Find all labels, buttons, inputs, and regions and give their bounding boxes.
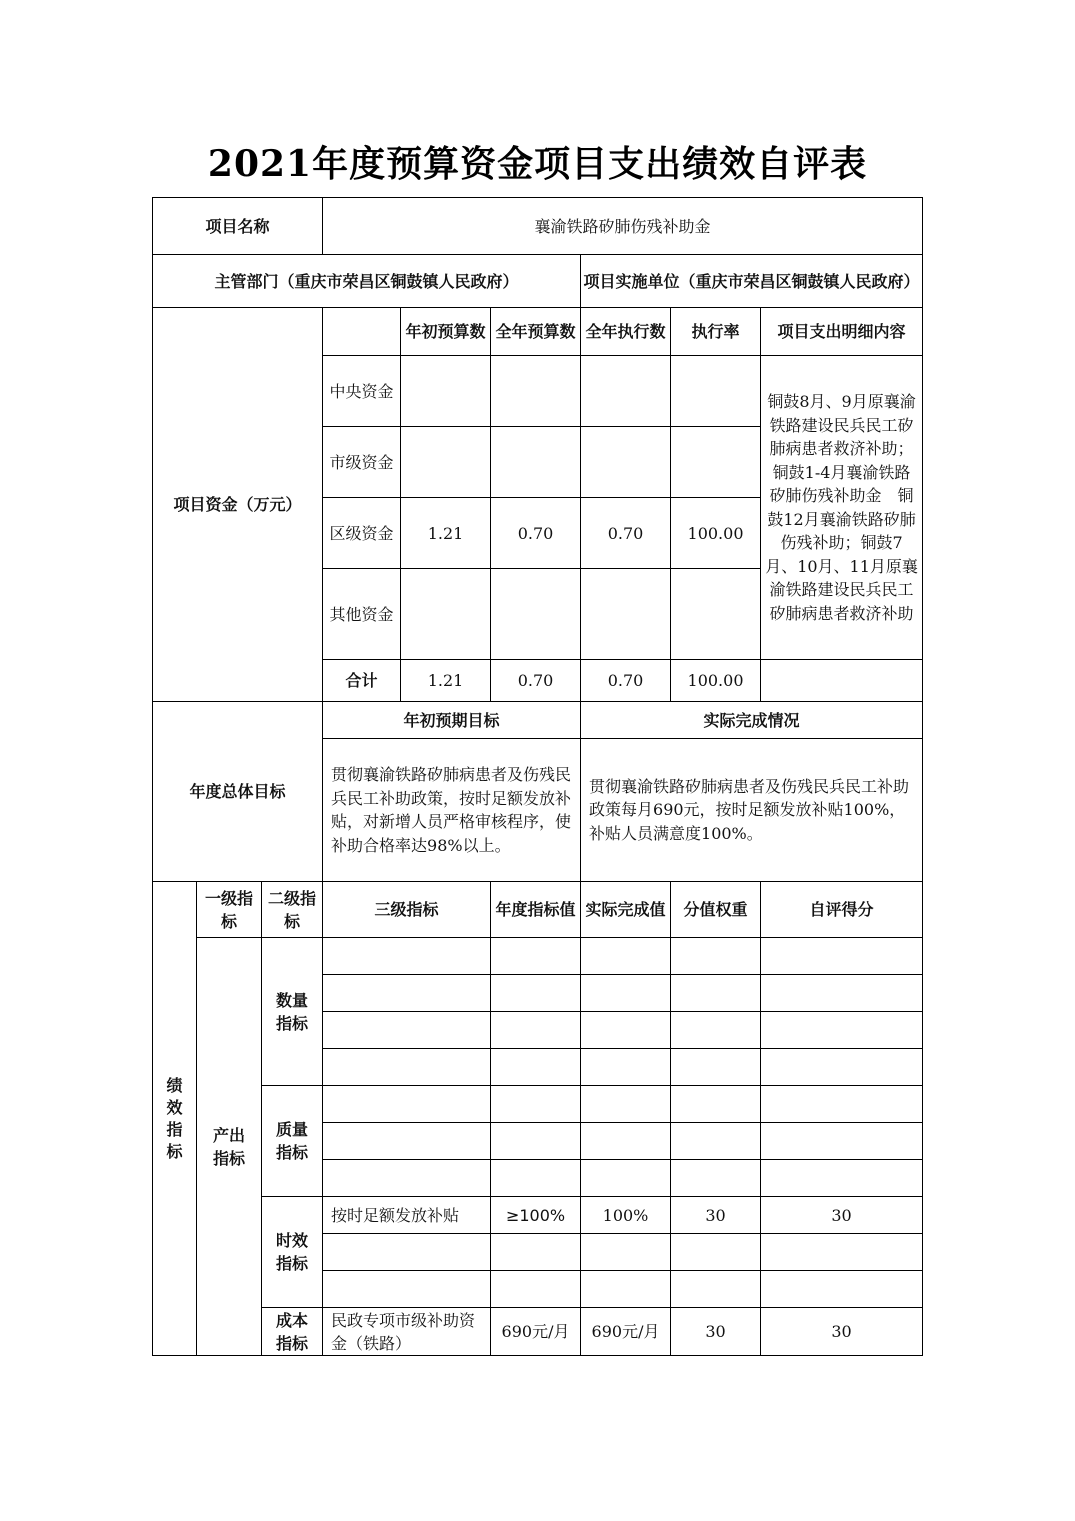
ind-header-weight: 分值权重 xyxy=(671,882,761,938)
fund-row-name: 其他资金 xyxy=(323,569,401,660)
ind-cell xyxy=(323,975,491,1012)
ind-cell xyxy=(761,1086,923,1123)
fund-row-executed xyxy=(581,569,671,660)
ind-cell xyxy=(323,1086,491,1123)
fund-detail: 铜鼓8月、9月原襄渝铁路建设民兵民工矽肺病患者救济补助；铜鼓1-4月襄渝铁路矽肺伤残补助金 铜鼓12月襄渝铁路矽肺伤残补助；铜鼓7月、10月、11月原襄渝铁路建设民兵民工矽肺病患者救济补助 xyxy=(761,356,923,660)
performance-table xyxy=(152,197,923,1356)
ind-cell xyxy=(671,1234,761,1271)
ind-cell xyxy=(671,1160,761,1197)
ind-cell xyxy=(761,975,923,1012)
ind-cell xyxy=(491,1234,581,1271)
ind-time-weight: 30 xyxy=(671,1197,761,1234)
fund-row-name: 中央资金 xyxy=(323,356,401,427)
ind-cell xyxy=(671,1123,761,1160)
funds-header-blank xyxy=(323,308,401,356)
fund-row-annual: 0.70 xyxy=(491,498,581,569)
ind-cost: 成本指标 xyxy=(262,1308,323,1356)
ind-cell xyxy=(491,1271,581,1308)
ind-cell xyxy=(323,1123,491,1160)
ind-cell xyxy=(671,1271,761,1308)
fund-row-name: 区级资金 xyxy=(323,498,401,569)
ind-cell xyxy=(761,1271,923,1308)
funds-header-detail: 项目支出明细内容 xyxy=(761,308,923,356)
project-name-value: 襄渝铁路矽肺伤残补助金 xyxy=(323,198,923,255)
ind-cell xyxy=(323,1012,491,1049)
fund-total-rate: 100.00 xyxy=(671,660,761,702)
ind-cell xyxy=(581,1123,671,1160)
ind-timeliness: 时效指标 xyxy=(262,1197,323,1308)
ind-quality: 质量指标 xyxy=(262,1086,323,1197)
fund-row-annual xyxy=(491,569,581,660)
ind-cost-actual: 690元/月 xyxy=(581,1308,671,1356)
ind-cell xyxy=(491,1123,581,1160)
ind-cell xyxy=(491,1086,581,1123)
funds-header-executed: 全年执行数 xyxy=(581,308,671,356)
fund-row-rate: 100.00 xyxy=(671,498,761,569)
fund-row-executed xyxy=(581,356,671,427)
ind-level1: 产出指标 xyxy=(197,938,262,1356)
ind-cell xyxy=(323,938,491,975)
ind-cell xyxy=(491,975,581,1012)
fund-row-initial xyxy=(401,356,491,427)
fund-total-executed: 0.70 xyxy=(581,660,671,702)
ind-cost-target: 690元/月 xyxy=(491,1308,581,1356)
project-name-label: 项目名称 xyxy=(153,198,323,255)
unit-label: 项目实施单位（重庆市荣昌区铜鼓镇人民政府） xyxy=(581,255,923,308)
ind-cell xyxy=(581,1160,671,1197)
fund-total-name: 合计 xyxy=(323,660,401,702)
goals-expected: 贯彻襄渝铁路矽肺病患者及伤残民兵民工补助政策，按时足额发放补贴，对新增人员严格审核程序，使补助合格率达98%以上。 xyxy=(323,739,581,882)
ind-cell xyxy=(581,975,671,1012)
ind-cell xyxy=(761,938,923,975)
fund-row-executed: 0.70 xyxy=(581,498,671,569)
funds-header-annual: 全年预算数 xyxy=(491,308,581,356)
ind-header-score: 自评得分 xyxy=(761,882,923,938)
ind-cell xyxy=(581,1086,671,1123)
ind-cost-name: 民政专项市级补助资金（铁路） xyxy=(323,1308,491,1356)
ind-cell xyxy=(581,1012,671,1049)
funds-header-initial: 年初预算数 xyxy=(401,308,491,356)
fund-row-initial xyxy=(401,569,491,660)
ind-header-level3: 三级指标 xyxy=(323,882,491,938)
fund-row-annual xyxy=(491,356,581,427)
indicators-section xyxy=(153,882,197,1356)
fund-row-initial: 1.21 xyxy=(401,498,491,569)
ind-header-level2: 二级指标 xyxy=(262,882,323,938)
fund-row-initial xyxy=(401,427,491,498)
ind-cost-weight: 30 xyxy=(671,1308,761,1356)
ind-header-target: 年度指标值 xyxy=(491,882,581,938)
goals-expected-header: 年初预期目标 xyxy=(323,702,581,739)
ind-time-name: 按时足额发放补贴 xyxy=(323,1197,491,1234)
ind-cell xyxy=(581,938,671,975)
ind-cell xyxy=(761,1160,923,1197)
ind-cell xyxy=(323,1271,491,1308)
page-title: 2021年度预算资金项目支出绩效自评表 xyxy=(207,143,868,185)
goals-actual-header: 实际完成情况 xyxy=(581,702,923,739)
indicators-section-label: 绩效指标 xyxy=(166,1075,183,1161)
ind-cell xyxy=(491,1049,581,1086)
fund-total-initial: 1.21 xyxy=(401,660,491,702)
fund-row-rate xyxy=(671,356,761,427)
ind-cell xyxy=(761,1123,923,1160)
ind-time-score: 30 xyxy=(761,1197,923,1234)
ind-cell xyxy=(581,1049,671,1086)
ind-cell xyxy=(323,1234,491,1271)
dept-label: 主管部门（重庆市荣昌区铜鼓镇人民政府） xyxy=(153,255,581,308)
ind-time-target: ≥100% xyxy=(491,1197,581,1234)
ind-cell xyxy=(323,1160,491,1197)
ind-cell xyxy=(761,1049,923,1086)
ind-quantity: 数量指标 xyxy=(262,938,323,1086)
fund-total-detail-blank xyxy=(761,660,923,702)
funds-header-rate: 执行率 xyxy=(671,308,761,356)
ind-cell xyxy=(671,975,761,1012)
fund-row-executed xyxy=(581,427,671,498)
fund-row-name: 市级资金 xyxy=(323,427,401,498)
ind-cell xyxy=(761,1012,923,1049)
ind-cell xyxy=(581,1234,671,1271)
ind-cell xyxy=(491,938,581,975)
goals-label: 年度总体目标 xyxy=(153,702,323,882)
ind-cost-score: 30 xyxy=(761,1308,923,1356)
funds-label: 项目资金（万元） xyxy=(153,308,323,702)
ind-cell xyxy=(671,1086,761,1123)
fund-row-rate xyxy=(671,569,761,660)
ind-time-actual: 100% xyxy=(581,1197,671,1234)
fund-row-rate xyxy=(671,427,761,498)
ind-cell xyxy=(323,1049,491,1086)
goals-actual: 贯彻襄渝铁路矽肺病患者及伤残民兵民工补助政策每月690元，按时足额发放补贴100%，补贴人员满意度100%。 xyxy=(581,739,923,882)
fund-total-annual: 0.70 xyxy=(491,660,581,702)
ind-cell xyxy=(761,1234,923,1271)
ind-cell xyxy=(491,1160,581,1197)
ind-cell xyxy=(671,1012,761,1049)
ind-cell xyxy=(491,1012,581,1049)
fund-row-annual xyxy=(491,427,581,498)
ind-cell xyxy=(671,938,761,975)
ind-header-level1: 一级指标 xyxy=(197,882,262,938)
ind-cell xyxy=(581,1271,671,1308)
ind-cell xyxy=(671,1049,761,1086)
ind-header-actual: 实际完成值 xyxy=(581,882,671,938)
